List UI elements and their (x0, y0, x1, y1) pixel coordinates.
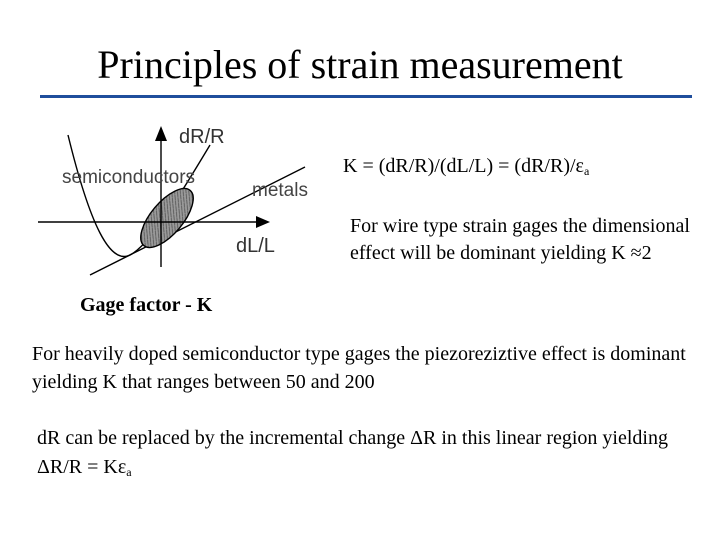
incremental-text: dR can be replaced by the incremental change ΔR in this linear region yielding ΔR/R = Kε (37, 427, 668, 478)
semiconductor-gage-paragraph: For heavily doped semiconductor type gages the piezoreziztive effect is dominant yielding K that ranges between 50 and 200 (32, 343, 686, 393)
y-axis-arrow (155, 126, 167, 141)
slide-title: Principles of strain measurement (97, 42, 623, 87)
incremental-change-paragraph (37, 424, 677, 487)
x-axis-arrow (256, 216, 270, 228)
diagram-caption: Gage factor - K (80, 294, 213, 316)
gage-factor-chart (30, 115, 330, 315)
formula-subscript: a (583, 164, 590, 178)
semiconductors-label: semiconductors (62, 167, 196, 188)
metals-label: metals (252, 180, 308, 201)
gage-factor-formula (343, 153, 589, 184)
linear-region-ellipse (132, 180, 203, 256)
wire-gage-paragraph: For wire type strain gages the dimensional effect will be dominant yielding K ≈2 (350, 215, 690, 264)
incremental-subscript: a (126, 465, 132, 479)
gage-factor-diagram (30, 115, 330, 315)
title-divider (40, 95, 692, 98)
x-axis-label: dL/L (236, 235, 275, 257)
formula-text: K = (dR/R)/(dL/L) = (dR/R)/ε (343, 155, 584, 177)
y-axis-label: dR/R (179, 126, 225, 148)
